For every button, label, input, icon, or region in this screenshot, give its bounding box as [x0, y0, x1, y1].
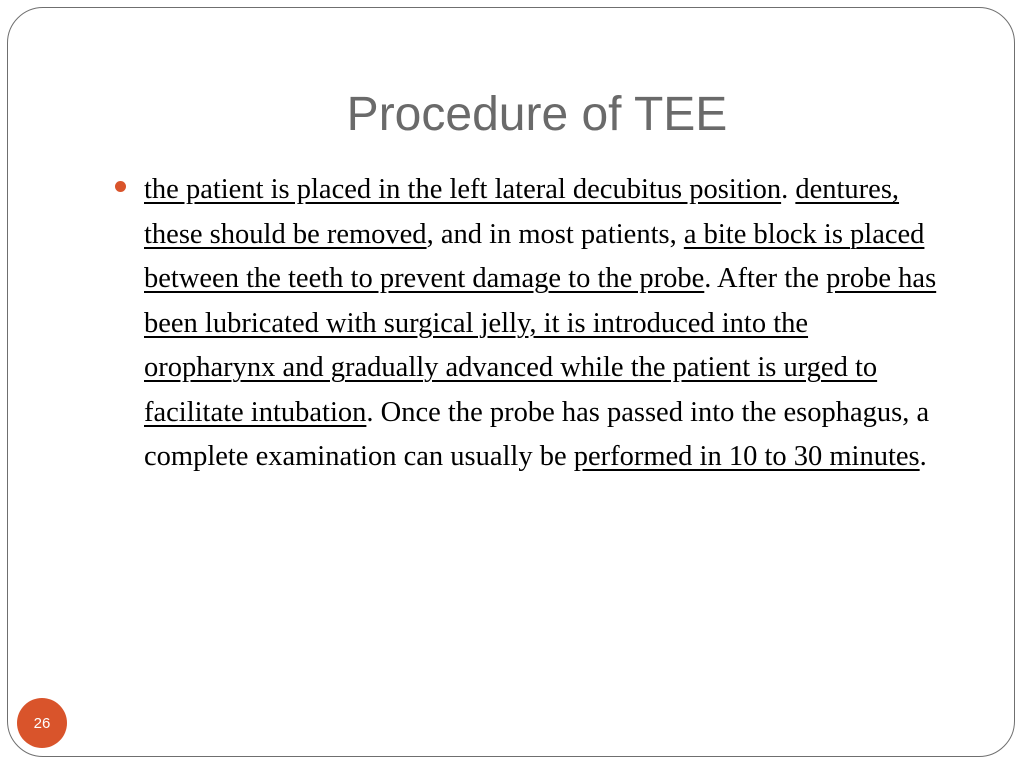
text-segment: probe has been lubricated with surgical jelly, it is introduced into the oropharynx and gradually advanced while the patient is urged to facilitate intubation [144, 263, 937, 428]
text-segment: . After the [704, 263, 827, 294]
text-segment: . [781, 174, 796, 205]
text-segment: . Once the probe has passed into the esophagus, a complete examination can usually be [144, 396, 930, 472]
text-segment: dentures, these should be removed [144, 174, 900, 250]
page-number-badge: 26 [17, 698, 67, 748]
text-segment: performed in 10 to 30 minutes [573, 441, 920, 472]
bullet-text [144, 168, 944, 480]
slide-body [144, 168, 944, 480]
text-segment: , and in most patients, [426, 218, 684, 250]
text-segment: a bite block is placed between the teeth to prevent damage to the probe [144, 218, 925, 294]
slide-title: Procedure of TEE [346, 88, 728, 141]
bullet-dot-icon [115, 181, 126, 192]
text-segment: . [919, 441, 927, 472]
text-segment: the patient is placed in the left lateral decubitus position [144, 174, 782, 205]
